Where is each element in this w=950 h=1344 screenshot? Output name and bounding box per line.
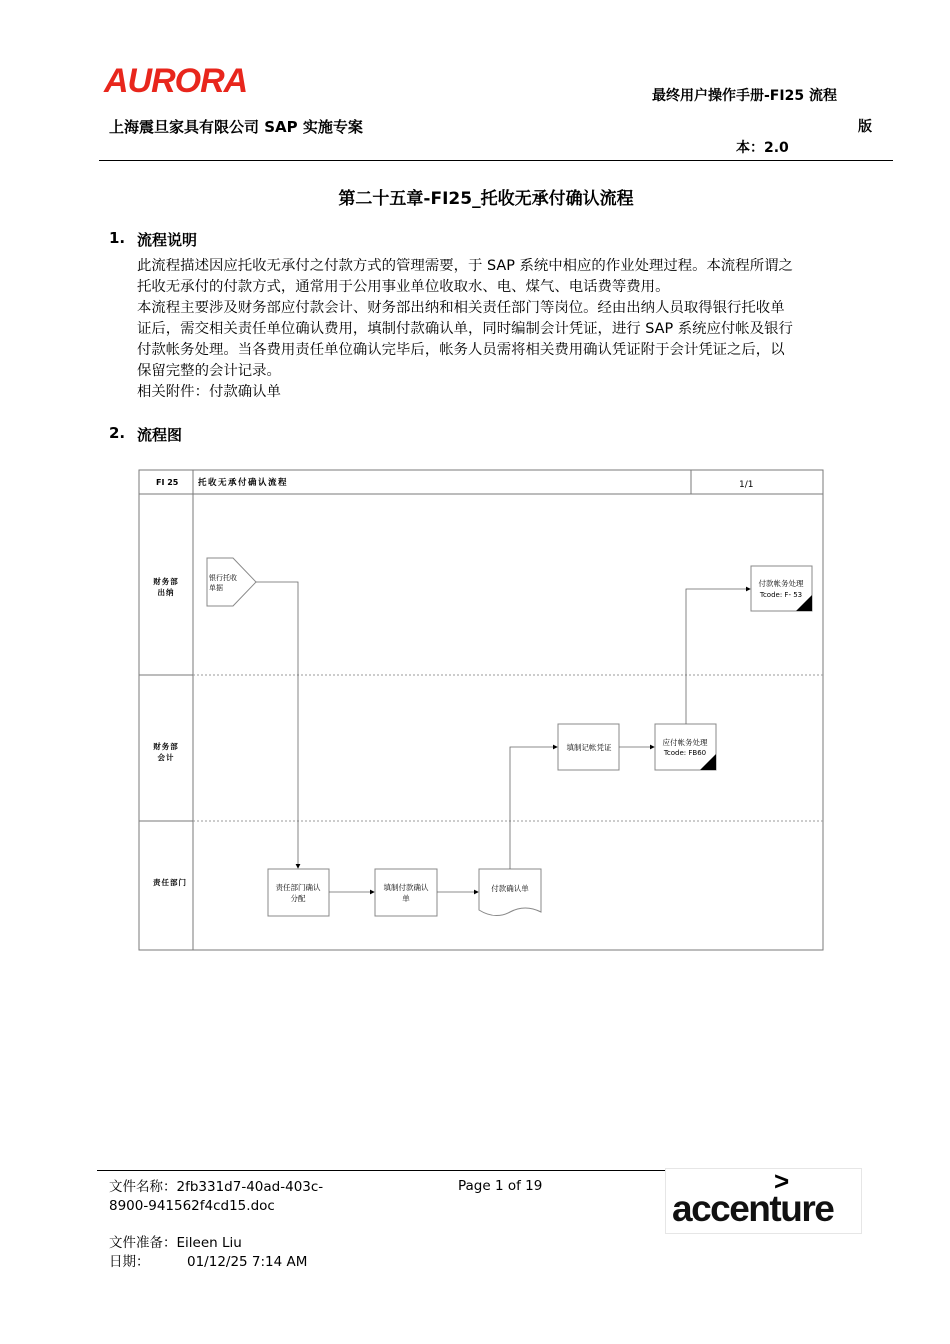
confirm-allocation-node <box>268 869 329 916</box>
chapter-title: 第二十五章-FI25_托收无承付确认流程 <box>338 189 634 209</box>
lane-label-accounting: 财务部 <box>153 742 179 751</box>
flowchart-code: FI 25 <box>156 478 179 487</box>
bank-document-node <box>207 558 256 606</box>
lane-label-accounting: 会计 <box>157 753 175 762</box>
prepared-label: 文件准备： <box>109 1235 177 1251</box>
filename-value-continued: 8900-941562f4cd15.doc <box>109 1198 275 1214</box>
body-line: 此流程描述因应托收无承付之付款方式的管理需要，于 SAP 系统中相应的作业处理过程。本流程所谓之 <box>137 258 793 274</box>
flow-arrow <box>256 582 298 868</box>
fill-payment-form-node <box>375 869 437 916</box>
accenture-chevron-icon: > <box>774 1166 790 1196</box>
fill-voucher-label: 填制记帐凭证 <box>566 743 612 752</box>
bank-document-label: 单据 <box>209 584 223 592</box>
fill-payment-form-label: 填制付款确认 <box>383 883 429 892</box>
fill-payment-form-label: 单 <box>402 894 410 903</box>
section-1-number: 1. <box>109 229 126 247</box>
aurora-logo: AURORA <box>104 62 248 100</box>
ap-processing-label: 应付帐务处理 <box>662 738 708 747</box>
body-line: 付款帐务处理。当各费用责任单位确认完毕后，帐务人员需将相关费用确认凭证附于会计凭证之后，以 <box>137 342 785 358</box>
lane-label-cashier: 财务部 <box>153 577 179 586</box>
payment-confirmation-doc-label: 付款确认单 <box>491 884 529 893</box>
footer-page-number: Page 1 of 19 <box>458 1178 543 1194</box>
confirm-allocation-label: 分配 <box>290 894 306 903</box>
lane-label-responsible-dept: 责任部门 <box>153 878 187 887</box>
payment-processing-tcode: Tcode: F- 53 <box>759 591 803 599</box>
section-2-number: 2. <box>109 424 126 442</box>
prepared-value: Eileen Liu <box>176 1235 242 1251</box>
footer-divider <box>97 1170 757 1171</box>
accenture-logo: accenture <box>672 1188 834 1229</box>
company-name: 上海震旦家具有限公司 SAP 实施专案 <box>109 118 363 136</box>
footer-date-value: 01/12/25 7:14 AM <box>187 1254 308 1270</box>
flow-arrow <box>686 589 750 724</box>
payment-processing-label: 付款帐务处理 <box>758 579 804 588</box>
body-line: 保留完整的会计记录。 <box>137 363 281 379</box>
filename-label: 文件名称： <box>109 1179 177 1195</box>
confirm-allocation-label: 责任部门确认 <box>275 883 321 892</box>
body-line: 证后，需交相关责任单位确认费用，填制付款确认单，同时编制会计凭证，进行 SAP 系统应付帐及银行 <box>137 321 793 337</box>
doc-title: 最终用户操作手册-FI25 流程 <box>652 88 837 104</box>
section-1-title: 流程说明 <box>137 231 198 249</box>
footer-date-label: 日期： <box>109 1254 150 1270</box>
section-2-title: 流程图 <box>137 426 183 444</box>
lane-label-cashier: 出纳 <box>157 588 175 597</box>
flowchart-title: 托收无承付确认流程 <box>198 478 289 488</box>
footer-filename <box>109 1178 323 1216</box>
doc-version: 本：2.0 <box>736 140 789 156</box>
ap-processing-node <box>655 724 716 770</box>
filename-value: 2fb331d7-40ad-403c- <box>176 1179 324 1195</box>
body-line: 相关附件：付款确认单 <box>137 384 281 400</box>
flow-arrow <box>510 747 557 869</box>
body-line: 托收无承付的付款方式，通常用于公用事业单位收取水、电、煤气、电话费等费用。 <box>137 279 670 295</box>
bank-document-label: 银行托收 <box>209 574 237 582</box>
doc-version-label: 版 <box>858 119 872 135</box>
flowchart-page: 1/1 <box>739 480 754 490</box>
body-line: 本流程主要涉及财务部应付款会计、财务部出纳和相关责任部门等岗位。经由出纳人员取得银行托收单 <box>137 300 785 316</box>
ap-processing-tcode: Tcode: FB60 <box>663 749 707 757</box>
footer-prepared-by <box>109 1234 242 1253</box>
